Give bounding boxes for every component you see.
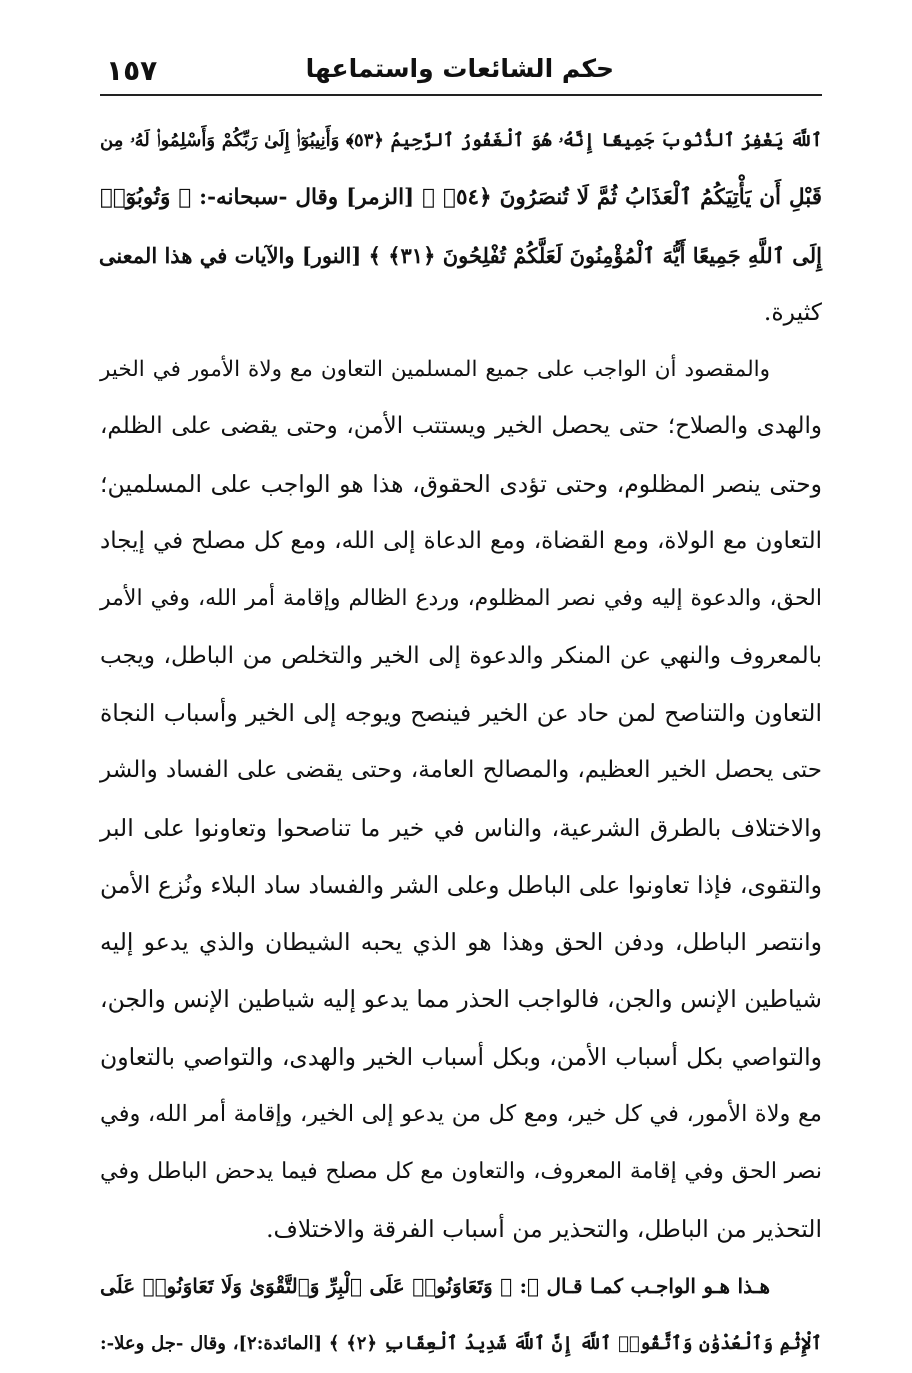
text-line: التعاون مع الولاة، ومع القضاة، ومع الدعاة إلى الله، ومع كل مصلح في إيجاد bbox=[100, 528, 822, 555]
text-line: شياطين الإنس والجن، فالواجب الحذر مما يدعو إليه شياطين الإنس والجن، bbox=[100, 985, 822, 1014]
page-header bbox=[100, 50, 822, 96]
text-line: التحذير من الباطل، والتحذير من أسباب الفرقة والاختلاف. bbox=[266, 1214, 822, 1243]
text-line: والهدى والصلاح؛ حتى يحصل الخير ويستتب الأمن، وحتى يقضى على الظلم، bbox=[100, 413, 822, 440]
text-line: حتى يحصل الخير العظيم، والمصالح العامة، وحتى يقضى على الفساد والشر bbox=[100, 757, 822, 784]
page-number: ١٥٧ bbox=[106, 54, 158, 87]
text-line: كثيرة. bbox=[763, 297, 822, 326]
text-line: التعاون والتناصح لمن حاد عن الخير فينصح ويوجه إلى الخير وأسباب النجاة bbox=[100, 698, 822, 727]
text-line: بالمعروف والنهي عن المنكر والدعوة إلى الخير والتخلص من الباطل، ويجب bbox=[100, 642, 822, 669]
body-text bbox=[100, 112, 822, 1373]
text-line: مع ولاة الأمور، في كل خير، ومع كل من يدعو إلى الخير، وإقامة أمر الله، وفي bbox=[100, 1101, 822, 1128]
text-line: نصر الحق وفي إقامة المعروف، والتعاون مع كل مصلح فيما يدحض الباطل وفي bbox=[100, 1159, 822, 1185]
text-line: ٱلْإِثْمِ وَٱلْعُدْوَٰنِ وَٱتَّقُوا۟ ٱللَّهَ إِنَّ ٱللَّهَ شَدِيدُ ٱلْعِقَابِ ﴿٢﴾ ﴾ [المائدة:٢]، وقال -جل وعلا-: bbox=[100, 1333, 822, 1355]
text-line: قَبْلِ أَن يَأْتِيَكُمُ ٱلْعَذَابُ ثُمَّ لَا تُنصَرُونَ ﴿٥٤﴾ ﴾ [الزمر] وقال -سبحانه-: ﴿ وَتُوبُوٓا۟ bbox=[100, 185, 823, 211]
paragraph-first-line: والمقصود أن الواجب على جميع المسلمين التعاون مع ولاة الأمور في الخير bbox=[100, 357, 770, 383]
text-line: الحق، والدعوة إليه وفي نصر المظلوم، وردع الظالم وإقامة أمر الله، وفي الأمر bbox=[100, 586, 822, 612]
text-line: إِلَى ٱللَّهِ جَمِيعًا أَيُّهَ ٱلْمُؤْمِنُونَ لَعَلَّكُمْ تُفْلِحُونَ ﴿٣١﴾ ﴾ [النور] والآيات في هذا المعنى bbox=[98, 242, 822, 268]
running-title: حكم الشائعات واستماعها bbox=[305, 54, 614, 83]
text-line: والاختلاف بالطرق الشرعية، والناس في خير ما تناصحوا وتعاونوا على البر bbox=[100, 813, 822, 842]
text-line: وانتصر الباطل، ودفن الحق وهذا هو الذي يحبه الشيطان والذي يدعو إليه bbox=[100, 928, 822, 957]
text-line: والتقوى، فإذا تعاونوا على الباطل وعلى الشر والفساد ساد البلاء ونُزع الأمن bbox=[100, 870, 822, 899]
text-line: والتواصي بكل أسباب الأمن، وبكل أسباب الخير والهدى، والتواصي بالتعاون bbox=[100, 1042, 822, 1071]
text-line: ٱللَّهَ يَغْفِرُ ٱلذُّنُوبَ جَمِيعًا إِنَّهُۥ هُوَ ٱلْغَفُورُ ٱلرَّحِيمُ ﴿٥٣﴾ وَأَنِيبُوٓا۟ إِلَىٰ رَبِّكُمْ وَأَسْلِمُوا۟ لَهُۥ مِن bbox=[100, 130, 822, 151]
text-line: وحتى ينصر المظلوم، وحتى تؤدى الحقوق، هذا هو الواجب على المسلمين؛ bbox=[100, 469, 822, 498]
paragraph-first-line: هـذا هـو الواجـب كمـا قـال ﷻ: ﴿ وَتَعَاوَنُوا۟ عَلَى ٱلْبِرِّ وَٱلتَّقْوَىٰ وَلَا تَعَاوَنُوا۟ عَلَى bbox=[100, 1273, 770, 1298]
